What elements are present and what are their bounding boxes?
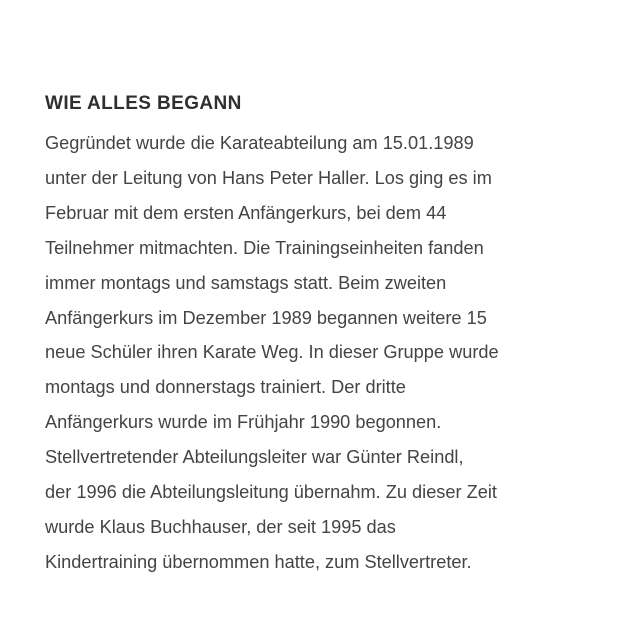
paragraph-line: Kindertraining übernommen hatte, zum Stellvertreter.: [45, 551, 472, 572]
paragraph-line: neue Schüler ihren Karate Weg. In dieser Gruppe wurde: [45, 342, 499, 363]
paragraph-line: Februar mit dem ersten Anfängerkurs, bei dem 44: [45, 202, 447, 223]
paragraph-line: der 1996 die Abteilungsleitung übernahm. Zu dieser Zeit: [45, 482, 497, 503]
paragraph-line: Teilnehmer mitmachten. Die Trainingseinheiten fanden: [45, 237, 484, 258]
paragraph-line: unter der Leitung von Hans Peter Haller. Los ging es im: [45, 167, 492, 188]
history-section: [45, 92, 605, 580]
paragraph-line: Gegründet wurde die Karateabteilung am 15.01.1989: [45, 133, 474, 153]
section-heading: WIE ALLES BEGANN: [45, 93, 242, 114]
paragraph-line: wurde Klaus Buchhauser, der seit 1995 das: [45, 516, 396, 537]
paragraph-line: montags und donnerstags trainiert. Der dritte: [45, 377, 406, 398]
paragraph-line: Anfängerkurs im Dezember 1989 begannen weitere 15: [45, 307, 487, 328]
paragraph-line: immer montags und samstags statt. Beim zweiten: [45, 272, 447, 293]
paragraph-line: Stellvertretender Abteilungsleiter war Günter Reindl,: [45, 447, 464, 468]
history-paragraph: [45, 126, 605, 580]
paragraph-line: Anfängerkurs wurde im Frühjahr 1990 begonnen.: [45, 412, 442, 433]
